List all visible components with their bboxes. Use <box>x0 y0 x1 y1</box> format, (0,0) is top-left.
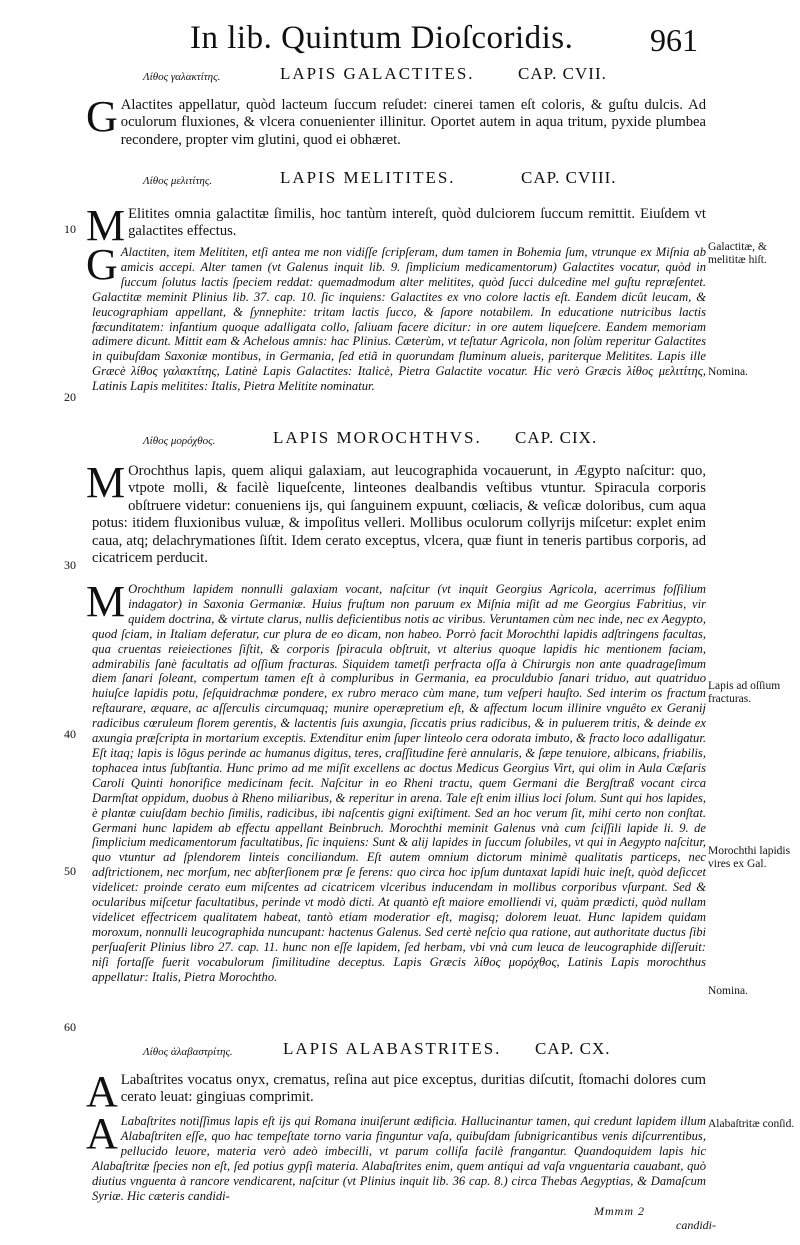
commentary-morochthus <box>86 577 706 984</box>
chapter-heading-alabastrites <box>143 1039 703 1061</box>
drop-cap: M <box>86 201 126 250</box>
line-number: 60 <box>64 1020 76 1034</box>
drop-cap: G <box>86 92 118 141</box>
commentary-melitites <box>86 240 706 394</box>
text-galactites <box>86 92 706 149</box>
drop-cap: M <box>86 458 126 507</box>
greek-title: Λίθος γαλακτίτης. <box>143 71 221 83</box>
page-number: 961 <box>650 22 698 58</box>
catchword: candidi- <box>676 1218 716 1232</box>
running-title: In lib. Quintum Dioſcoridis. <box>190 20 574 56</box>
text-alabastrites <box>86 1067 706 1116</box>
drop-cap: G <box>86 240 118 289</box>
text-melitites <box>86 201 706 250</box>
margin-note-lapis-ossium: Lapis ad oſſium fracturas. <box>708 680 781 705</box>
line-number: 50 <box>64 864 76 878</box>
chapter-number: CAP. CVIII. <box>521 168 617 187</box>
chapter-number: CAP. CX. <box>535 1039 611 1058</box>
drop-cap: M <box>86 577 126 626</box>
paragraph-text: Alactiten, item Melititen, etſi antea me non vidiſſe ſcripſeram, dum tamen in Bohemia ſum, vtrunque ex Miſnia ab amicis accepi. Alter tamen (vt Galenus inquit lib. 9. ſimplicium medicamentorum) Galactites vocatur, quòd in ſuccum ſolutus lactis ſpeciem reddat: quemadmodum alter melitites, quòd ſucci dulcedine mel guſtu repræſentet. Galactitæ meminit Plinius lib. 37. cap. 10. ſic inquiens: Galactites ex vno colore lactis eſt. Eandem dicût leucam, & leucographiam appellant, & ſynnephite: tritam lactis ſucco, & ſapore notabilem. In educatione nutricibus lactis fœcunditatem: infantium quoque adalligata collo, ſaliuam facere dicitur: in ore autem liqueſcere. Eandem memoriam adimere dicunt. Mittit eam & Achelous amnis: hac Plinius. Cæterùm, vt teſtatur Agricola, non ſolùm reperitur Galactites in quibuſdam Saxoniæ montibus, in Germania, ſed etiã in quorundam fluminum alueis, pariterque Melitites. Lapis ille Græcè λίθος γαλακτίτης, Latinè Lapis Galactites: Italicè, Pietra Galactite vocatur. Hic verò Græcis λίθος μελιτίτης, Latinis Lapis melitites: Italis, Pietra Melitite nominatur. <box>92 245 706 394</box>
chapter-number: CAP. CVII. <box>518 64 607 83</box>
greek-title: Λίθος μορόχθος. <box>143 435 216 447</box>
paragraph-text: Alactites appellatur, quòd lacteum ſuccum reſudet: cinerei tamen eſt coloris, & guſtu dulcis. Ad oculorum fluxiones, & vlcera conuenienter illinitur. Oportet autem in aqua tritum, pyxide plumbea recondere, propter vim glutini, quod ei obhæret. <box>120 97 706 148</box>
text-morochthus <box>86 458 706 567</box>
paragraph-text: Orochthum lapidem nonnulli galaxiam vocant, naſcitur (vt inquit Georgius Agricola, acerrimus foſſilium indagator) in Saxonia Germaniæ. Huius fruſtum non paruum ex Miſnia miſit ad me Georgius Fabritius, vir quidem doctrina, & virtute clarus, nullis deficientibus notis ac viribus. Veruntamen cùm nec inde, nec ex Aegypto, quod ſciam, in Italiam deferatur, cur plura de eo dicam, non habeo. Porrò facit Morochthi lapidis adſtringens facultas, qua cruentas reieiectiones ſiſtit, & corporis ſpiracula obſtruit, vt alterius quoque lapidis hic mentionem faciam, admirabilis ſanè facultatis ad oſſium fracturas. Siquidem tametſi perfracta oſſa à Chirurgis non ante quadrageſimum diem ſanari ſoleant, compertum tamen eſt à compluribus in Germania, ea proculdubio ſanari triduo, aut quatriduo huiuſce lapidis potu, ſeſquidrachmæ pondere, ex rubro meraco cùm mane, tum veſperi hauſto. Sed interim os fractum reſtaurare, æquare, ac aſſerculis circumquaq; munire operæpretium eſt, & affectum locum illinire vnguêto ex Geranij radicibus cœruleum florem gerentis, & lactentis ſuis axungia, ſiccatis prius radicibus, & in puluerem tritis, & deinde ex axungia præſcripta in mortarium exceptis. Extenditur enim ſuper linteolo cera odorata imbuto, & fracto loco adalligatur. Eſt itaq; lapis is lõgus perinde ac humanus digitus, teres, craſſitudine ferè annularis, & ſæpe tenuiore, albicans, friabilis, tophacea intus ſubſtantia. Hunc primo ad me miſit excellens ac doctus Medicus Georgius Virt, qui olim in Aula Cæſaris Caroli Quinti honorifice medicinam fecit. Naſcitur in eo Rheni tractu, quem Germani die Bergſtraß vocant circa Darmſtat oppidum, duobus à Rheno miliaribus, & reperitur in arena. Tale eſt enim illius loci ſolum. Sunt qui hos lapides, è plantæ cuiuſdam bechio ſimilis, radicibus, ibi naſcentis gigni exiſtiment. Sed an hoc verum ſit, mihi certo non conſtat. Germani hunc lapidem ab effectu appellant Beinbruch. Morochthi meminit Galenus vnà cum ſciſſili lapide li. 9. de ſimplicium medicamentorum facultatibus, ſic inquiens: Sunt & alij lapides in ſuccum ſolubiles, vt qui in Aegypto naſcitur, quo vtuntur ad ſplendorem linteis conciliandum. Eſt autem omnium dictorum minimè qualitatis particeps, nec adſtrictionem, nec morſum, nec abſterſionem præ ſe ferens: quo circa hoc ipſum duntaxat lapidi huic ineſt, quòd deſiccet videlicet: proinde cerato eum miſcentes ad cicatricem vlceribus inducendam in mollibus corporibus vſurpant. Sed & ocularibus miſcetur facultatibus, perinde vt modò dicti. At quantò eſt maiore emolliendi vi, quàm prædicti, quòd nullam videlicet effectricem qualitatem habeat, tantò etiam moderatior eſt, magisq; dolorem leuat. Hunc lapidem quidam moroxum, nonnulli leucographida nuncupant: hactenus Galenus. Sed certè neſcio qua ratione, aut authoritate ductus ſibi perſuaſerit Plinius libro 27. cap. 11. hunc non eſſe lapidem, ſed herbam, vbi vnà cum leuca de leucographide diſſeruit: niſi fortaſſe fuerit vocabulorum ſimilitudine deceptus. Lapis Græcis λίθος μορόχθος, Latinis Lapis morochthus appellatur: Italis, Pietra Morochtho. <box>92 582 706 984</box>
chapter-title: LAPIS MELITITES. <box>280 168 456 187</box>
commentary-alabastrites <box>86 1109 706 1203</box>
greek-title: Λίθος μελιτίτης. <box>143 175 213 187</box>
margin-note-alabastritae: Alabaſtritæ conſid. <box>708 1118 795 1130</box>
margin-note-nomina: Nomina. <box>708 985 748 997</box>
chapter-title: LAPIS MOROCHTHVS. <box>273 428 482 447</box>
line-number: 30 <box>64 558 76 572</box>
chapter-heading-morochthus <box>143 428 703 450</box>
drop-cap: A <box>86 1109 118 1158</box>
chapter-heading-galactites <box>143 64 703 86</box>
line-number: 40 <box>64 727 76 741</box>
margin-note-morochthi-vires: Morochthi lapidis vires ex Gal. <box>708 845 791 870</box>
paragraph-text: Labaſtrites vocatus onyx, crematus, reſina aut pice exceptus, duritias diſcutit, ſtomachi dolores cum cerato leuat: gingiuas comprimit. <box>120 1072 706 1106</box>
line-number: 20 <box>64 390 76 404</box>
chapter-title: LAPIS GALACTITES. <box>280 64 475 83</box>
line-number: 10 <box>64 222 76 236</box>
paragraph-text: Orochthus lapis, quem aliqui galaxiam, aut leucographida vocauerunt, in Ægypto naſcitur: quo, vtpote molli, & facilè liqueſcente, linteones dealbandis veſtibus vtuntur. Spiracula corporis obſtruere videtur: conueniens ijs, qui ſanguinem expuunt, cœliacis, & veſicæ doloribus, cum aqua potus: itidem fluxionibus vuluæ, & impoſitus velleri. Mollibus oculorum collyrijs miſcetur: explet enim caua, atq; delachrymationes ſiſtit. Idem cerato exceptus, vlcera, quæ fiunt in teneris partibus corporis, ad cicatricem perducit. <box>92 463 706 567</box>
chapter-title: LAPIS ALABASTRITES. <box>283 1039 502 1058</box>
paragraph-text: Elitites omnia galactitæ ſimilis, hoc tantùm intereſt, quòd dulciorem ſuccum remittit. Eiuſdem vt galactites effectus. <box>128 206 706 240</box>
greek-title: Λίθος ἀλαβαστρίτης. <box>143 1046 233 1058</box>
chapter-heading-melitites <box>143 168 703 190</box>
margin-note-galactitae: Galactitæ, & melititæ hiſt. <box>708 241 767 266</box>
drop-cap: A <box>86 1067 118 1116</box>
margin-note-nomina: Nomina. <box>708 366 748 378</box>
paragraph-text: Labaſtrites notiſſimus lapis eſt ijs qui Romana inuiſerunt ædificia. Hallucinantur tamen, qui credunt lapidem illum Alabaſtriten eſſe, quo hac tempeſtate torno varia finguntur vaſa, quibuſdam ſubnigricantibus venis diſcurrentibus, pellucido leuore, materia verò adeò imbecilli, vt parum colliſa facilè frangantur. Quandoquidem lapis hic Alabaſtritæ ſpecies non eſt, ſed potius gypſi materia. Alabaſtrites enim, quem antiqui ad vaſa vnguentaria cauabant, quò diutius vnguenta à rancore vendicarent, naſcitur (vt Plinius inquit lib. 36 cap. 8.) circa Thebas Aegyptias, & Damaſcum Syriæ. Hic cæteris candidi- <box>92 1114 706 1203</box>
signature-mark: Mmmm 2 <box>594 1204 645 1218</box>
chapter-number: CAP. CIX. <box>515 428 598 447</box>
